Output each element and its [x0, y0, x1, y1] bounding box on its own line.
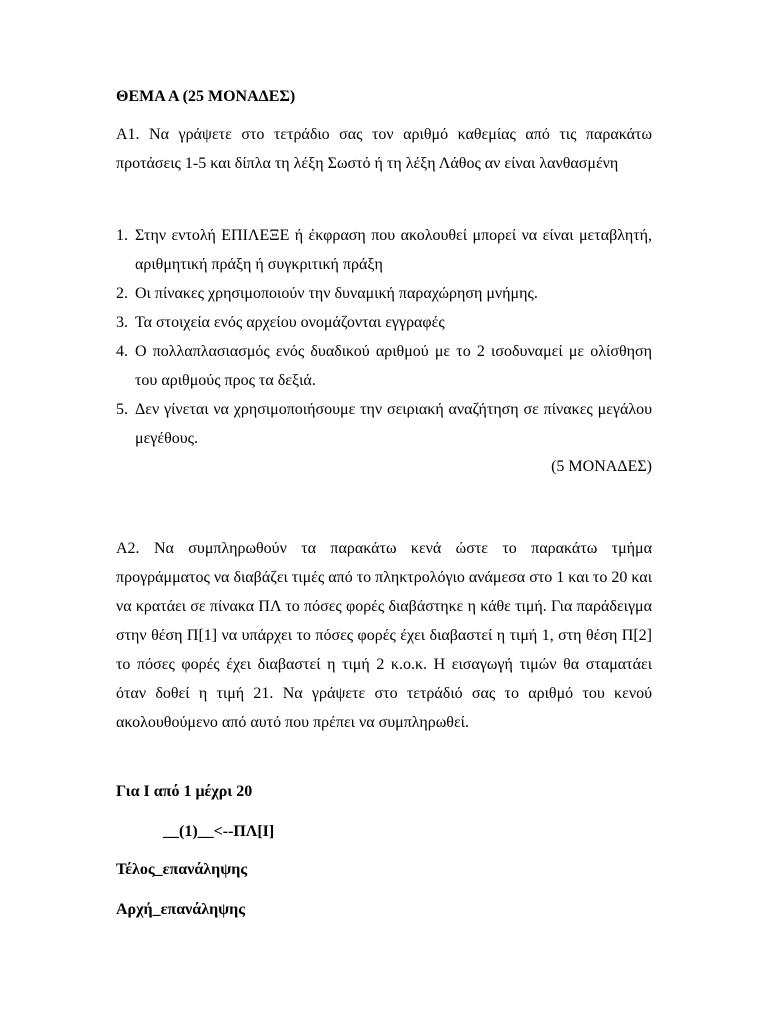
item-text: Ο πολλαπλασιασμός ενός δυαδικού αριθμού με το 2 ισοδυναμεί με ολίσθηση του αριθμούς προς τα δεξιά. — [135, 343, 652, 389]
list-item — [116, 308, 652, 337]
list-item — [116, 337, 652, 395]
item-text: Στην εντολή ΕΠΙΛΕΞΕ ή έκφραση που ακολουθεί μπορεί να είναι μεταβλητή, αριθμητική πράξη ή συγκριτική πράξη — [135, 227, 652, 273]
item-text: Τα στοιχεία ενός αρχείου ονομάζονται εγγραφές — [135, 314, 445, 331]
item-text: Οι πίνακες χρησιμοποιούν την δυναμική παραχώρηση μνήμης. — [135, 285, 538, 302]
a1-instructions: Α1. Να γράψετε στο τετράδιο σας τον αριθμό καθεμίας από τις παρακάτω προτάσεις 1-5 και δίπλα τη λέξη Σωστό ή τη λέξη Λάθος αν είναι λανθασμένη — [116, 126, 652, 172]
code-line-blank-1: __(1)__<--ΠΛ[Ι] — [163, 823, 275, 840]
list-item — [116, 395, 652, 453]
code-line-start-loop: Αρχή_επανάληψης — [116, 901, 245, 918]
item-number: 3. — [116, 314, 128, 331]
code-line-end-loop: Τέλος_επανάληψης — [116, 861, 248, 878]
item-number: 4. — [116, 343, 128, 360]
list-item — [116, 221, 652, 279]
list-item — [116, 279, 652, 308]
a1-marks: (5 ΜΟΝΑΔΕΣ) — [551, 458, 652, 475]
a2-instructions: Α2. Να συμπληρωθούν τα παρακάτω κενά ώστε το παρακάτω τμήμα προγράμματος να διαβάζει τιμές από το πληκτρολόγιο ανάμεσα στο 1 και το 20 και να κρατάει σε πίνακα ΠΛ το πόσες φορές διαβάστηκε η κάθε τιμή. Για παράδειγμα στην θέση Π[1] να υπάρχει το πόσες φορές έχει διαβαστεί η τιμή 1, στη θέση Π[2] το πόσες φορές έχει διαβαστεί η τιμή 2 κ.ο.κ. Η εισαγωγή τιμών θα σταματάει όταν δοθεί η τιμή 21. Να γράψετε στο τετράδιό σας το αριθμό του κενού ακολουθούμενο από αυτό που πρέπει να συμπληρωθεί. — [116, 540, 652, 731]
item-text: Δεν γίνεται να χρησιμοποιήσουμε την σειριακή αναζήτηση σε πίνακες μεγάλου μεγέθους. — [135, 401, 652, 447]
code-line-for: Για Ι από 1 μέχρι 20 — [116, 783, 253, 800]
section-heading: ΘΕΜΑ Α (25 ΜΟΝΑΔΕΣ) — [116, 88, 296, 105]
item-number: 1. — [116, 227, 128, 244]
item-number: 5. — [116, 401, 128, 418]
a1-statement-list — [116, 221, 652, 453]
item-number: 2. — [116, 285, 128, 302]
